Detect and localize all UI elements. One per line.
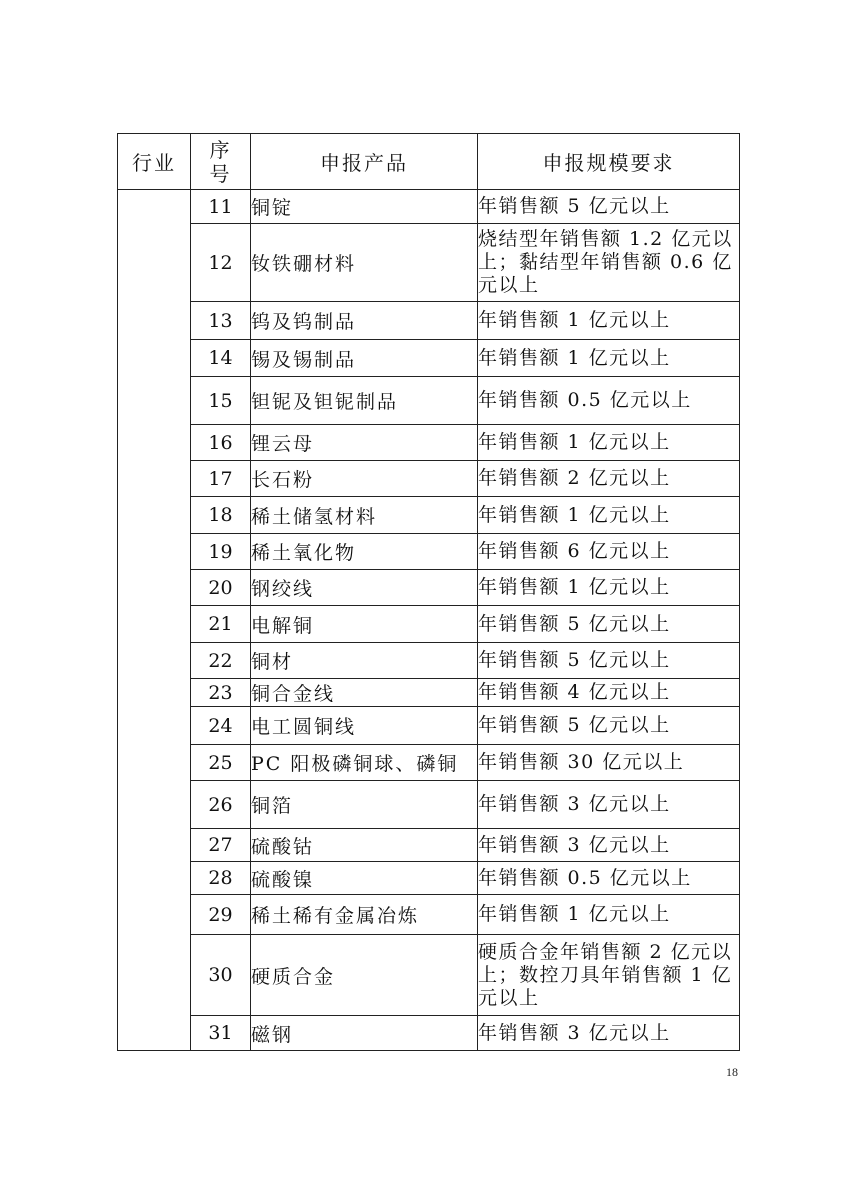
table-row [118, 302, 740, 340]
table-row [118, 935, 740, 1016]
scale-requirement: 年销售额 30 亿元以上 [478, 745, 740, 781]
header-product: 申报产品 [251, 134, 478, 190]
scale-requirement: 年销售额 1 亿元以上 [478, 340, 740, 377]
table-row [118, 190, 740, 224]
product-name: 铜合金线 [251, 679, 478, 707]
scale-requirement: 硬质合金年销售额 2 亿元以上；数控刀具年销售额 1 亿元以上 [478, 935, 740, 1016]
table-row [118, 829, 740, 862]
product-name: 锂云母 [251, 425, 478, 461]
row-number: 29 [191, 895, 251, 935]
product-name: 钕铁硼材料 [251, 224, 478, 302]
header-sequence [191, 134, 251, 190]
product-scale-table [117, 133, 740, 1051]
scale-requirement: 年销售额 1 亿元以上 [478, 570, 740, 606]
row-number: 28 [191, 862, 251, 895]
header-sequence-top: 序 [209, 137, 232, 162]
product-name: 钢绞线 [251, 570, 478, 606]
scale-requirement: 年销售额 1 亿元以上 [478, 895, 740, 935]
table-row [118, 425, 740, 461]
header-requirement: 申报规模要求 [478, 134, 740, 190]
scale-requirement: 年销售额 0.5 亿元以上 [478, 862, 740, 895]
row-number: 31 [191, 1016, 251, 1051]
product-name: 硫酸钴 [251, 829, 478, 862]
row-number: 30 [191, 935, 251, 1016]
product-name: 电工圆铜线 [251, 707, 478, 745]
scale-requirement: 年销售额 3 亿元以上 [478, 829, 740, 862]
table-row [118, 745, 740, 781]
scale-requirement: 年销售额 5 亿元以上 [478, 190, 740, 224]
table-row [118, 534, 740, 570]
table-row [118, 643, 740, 679]
scale-requirement: 年销售额 0.5 亿元以上 [478, 377, 740, 425]
scale-requirement: 年销售额 5 亿元以上 [478, 707, 740, 745]
row-number: 25 [191, 745, 251, 781]
product-name: 硬质合金 [251, 935, 478, 1016]
product-name: 硫酸镍 [251, 862, 478, 895]
scale-requirement: 烧结型年销售额 1.2 亿元以上；黏结型年销售额 0.6 亿元以上 [478, 224, 740, 302]
product-name: 钽铌及钽铌制品 [251, 377, 478, 425]
product-name: 钨及钨制品 [251, 302, 478, 340]
row-number: 26 [191, 781, 251, 829]
header-sequence-bottom: 号 [209, 161, 232, 186]
row-number: 23 [191, 679, 251, 707]
row-number: 16 [191, 425, 251, 461]
product-name: 铜材 [251, 643, 478, 679]
row-number: 11 [191, 190, 251, 224]
table-row [118, 1016, 740, 1051]
table-row [118, 377, 740, 425]
product-name: 磁钢 [251, 1016, 478, 1051]
product-name: 稀土储氢材料 [251, 497, 478, 534]
product-name: 稀土稀有金属冶炼 [251, 895, 478, 935]
table-row [118, 679, 740, 707]
row-number: 20 [191, 570, 251, 606]
row-number: 12 [191, 224, 251, 302]
product-name: 铜锭 [251, 190, 478, 224]
row-number: 22 [191, 643, 251, 679]
scale-requirement: 年销售额 1 亿元以上 [478, 425, 740, 461]
row-number: 21 [191, 606, 251, 643]
scale-requirement: 年销售额 4 亿元以上 [478, 679, 740, 707]
row-number: 17 [191, 461, 251, 497]
row-number: 14 [191, 340, 251, 377]
table-row [118, 224, 740, 302]
row-number: 13 [191, 302, 251, 340]
table-row [118, 707, 740, 745]
scale-requirement: 年销售额 2 亿元以上 [478, 461, 740, 497]
table-row [118, 606, 740, 643]
row-number: 27 [191, 829, 251, 862]
header-industry: 行业 [118, 134, 191, 190]
product-name: PC 阳极磷铜球、磷铜 [251, 745, 478, 781]
row-number: 15 [191, 377, 251, 425]
table-row [118, 497, 740, 534]
table-row [118, 570, 740, 606]
industry-cell [118, 190, 191, 1051]
product-name: 稀土氧化物 [251, 534, 478, 570]
scale-requirement: 年销售额 5 亿元以上 [478, 606, 740, 643]
table-row [118, 862, 740, 895]
row-number: 19 [191, 534, 251, 570]
scale-requirement: 年销售额 5 亿元以上 [478, 643, 740, 679]
scale-requirement: 年销售额 1 亿元以上 [478, 497, 740, 534]
product-name: 电解铜 [251, 606, 478, 643]
table-row [118, 895, 740, 935]
table-row [118, 461, 740, 497]
scale-requirement: 年销售额 3 亿元以上 [478, 1016, 740, 1051]
scale-requirement: 年销售额 3 亿元以上 [478, 781, 740, 829]
scale-requirement: 年销售额 6 亿元以上 [478, 534, 740, 570]
table-row [118, 781, 740, 829]
product-name: 锡及锡制品 [251, 340, 478, 377]
page-number: 18 [726, 1065, 738, 1079]
table-header-row [118, 134, 740, 190]
row-number: 24 [191, 707, 251, 745]
product-name: 长石粉 [251, 461, 478, 497]
row-number: 18 [191, 497, 251, 534]
table-row [118, 340, 740, 377]
product-name: 铜箔 [251, 781, 478, 829]
table-body [118, 190, 740, 1051]
scale-requirement: 年销售额 1 亿元以上 [478, 302, 740, 340]
